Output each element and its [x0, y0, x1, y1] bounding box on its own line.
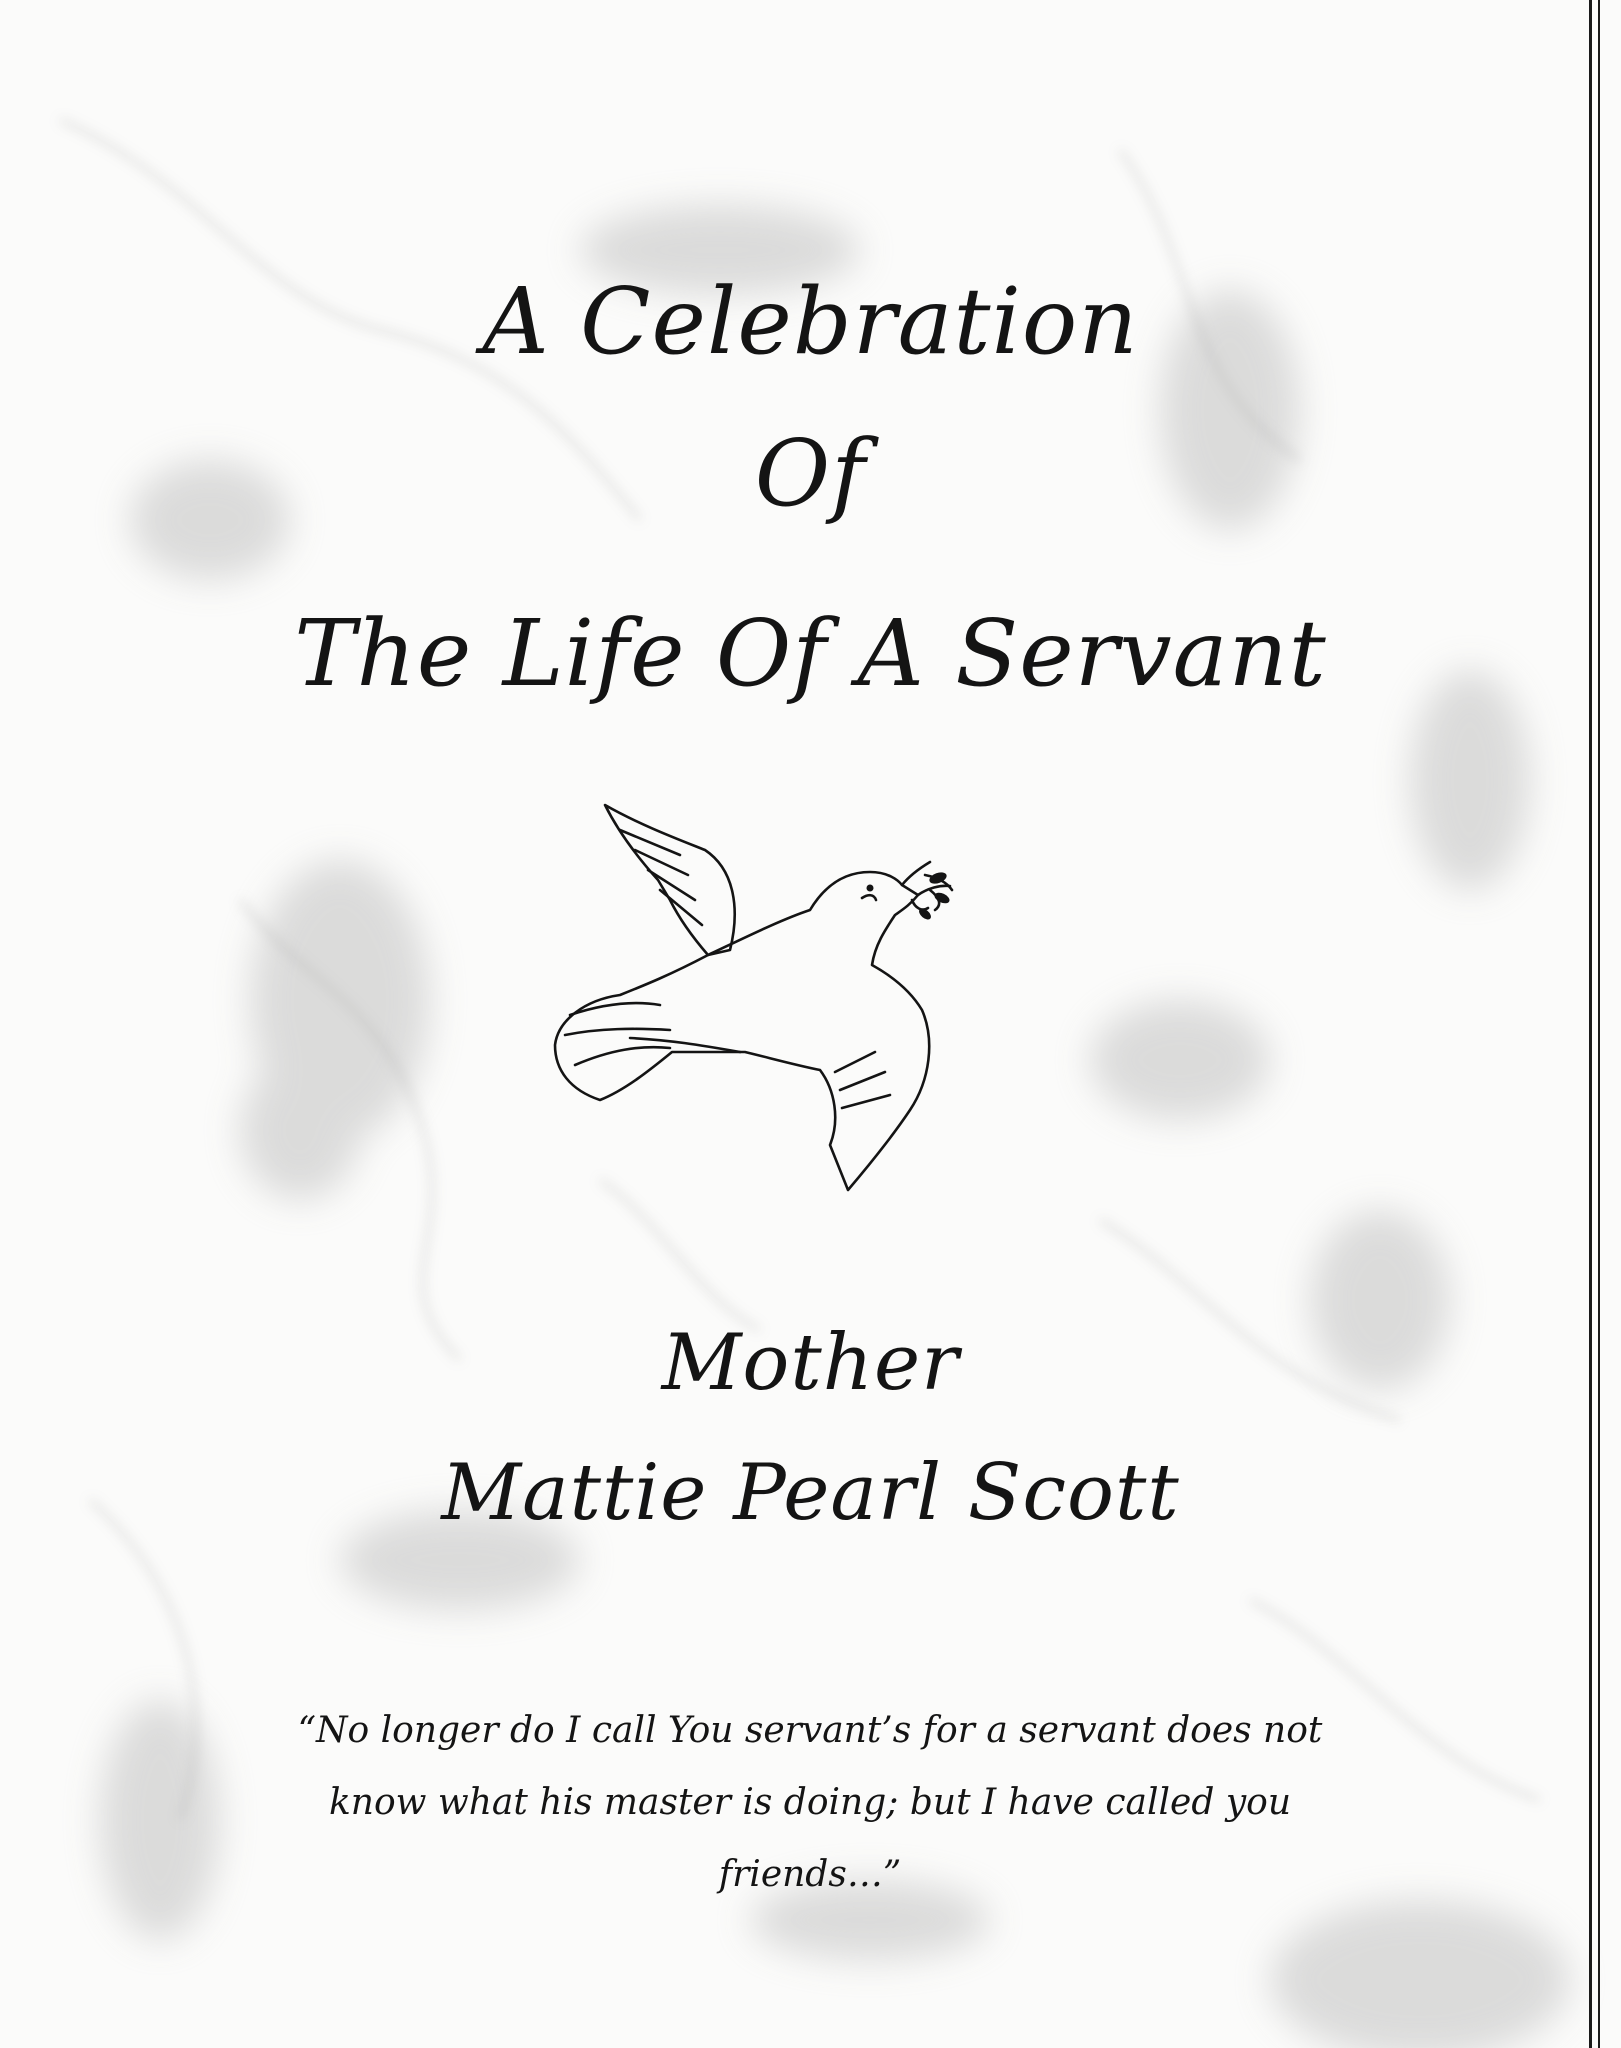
- title-line-3: The Life Of A Servant: [294, 600, 1327, 707]
- quote-line-3: friends…”: [718, 1854, 902, 1895]
- dove-with-olive-branch-icon: [530, 790, 1050, 1250]
- quote-line-2: know what his master is doing; but I have called you: [328, 1782, 1292, 1823]
- title-line-1: A Celebration: [482, 268, 1139, 375]
- honoree-name: Mattie Pearl Scott: [441, 1448, 1180, 1538]
- honoree-title: Mother: [661, 1318, 960, 1408]
- scripture-quote: [230, 1695, 1390, 1911]
- quote-line-1: “No longer do I call You servant’s for a servant does not: [297, 1710, 1323, 1751]
- title-line-2: Of: [754, 420, 867, 527]
